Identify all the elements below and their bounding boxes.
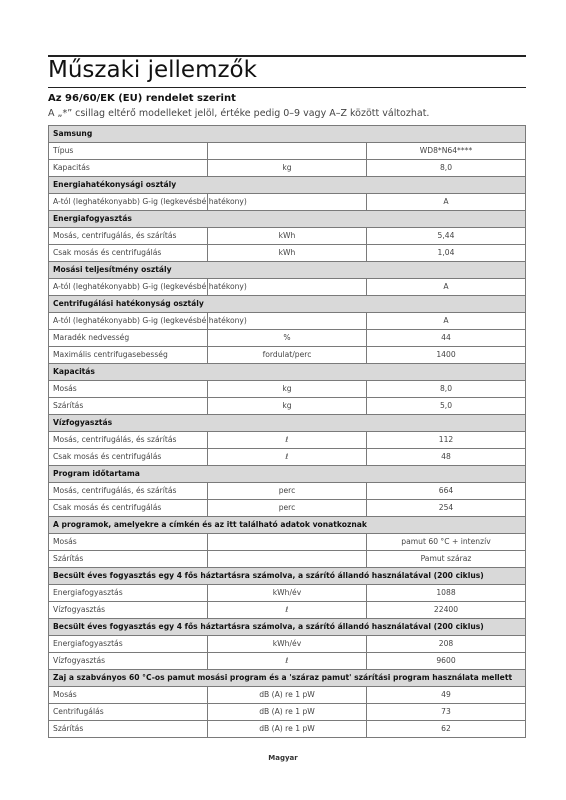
row-unit: [208, 551, 367, 568]
row-value: 9600: [367, 653, 526, 670]
table-row: [49, 330, 526, 347]
table-row: [49, 432, 526, 449]
row-unit: kWh: [208, 228, 367, 245]
row-label: A-tól (leghatékonyabb) G-ig (legkevésbé hatékony): [49, 313, 208, 330]
page-footer: Magyar: [268, 754, 298, 762]
section-header-row: [49, 415, 526, 432]
table-row: [49, 653, 526, 670]
asterisk-note: A „*” csillag eltérő modelleket jelöl, értéke pedig 0–9 vagy A–Z között változhat.: [48, 108, 430, 119]
table-row: [49, 500, 526, 517]
row-value: 208: [367, 636, 526, 653]
row-value: A: [367, 279, 526, 296]
row-unit: dB (A) re 1 pW: [208, 704, 367, 721]
table-row: [49, 245, 526, 262]
section-header-label: Zaj a szabványos 60 °C-os pamut mosási program és a 'száraz pamut' szárítási program használata mellett: [49, 670, 526, 687]
section-header-label: Centrifugálási hatékonyság osztály: [49, 296, 526, 313]
row-label: Energiafogyasztás: [49, 585, 208, 602]
row-label: Mosás: [49, 381, 208, 398]
row-unit: perc: [208, 483, 367, 500]
row-label: A-tól (leghatékonyabb) G-ig (legkevésbé hatékony): [49, 279, 208, 296]
section-header-row: [49, 517, 526, 534]
table-row: [49, 279, 526, 296]
row-label: Centrifugálás: [49, 704, 208, 721]
table-row: [49, 194, 526, 211]
row-value: A: [367, 194, 526, 211]
row-label: Kapacitás: [49, 160, 208, 177]
section-header-label: Kapacitás: [49, 364, 526, 381]
row-unit: dB (A) re 1 pW: [208, 721, 367, 738]
row-value: pamut 60 °C + intenzív: [367, 534, 526, 551]
row-label: Típus: [49, 143, 208, 160]
row-unit: ℓ: [208, 449, 367, 466]
section-header-row: [49, 364, 526, 381]
row-unit: [208, 534, 367, 551]
row-label: Mosás: [49, 534, 208, 551]
row-label: Vízfogyasztás: [49, 653, 208, 670]
table-row: [49, 160, 526, 177]
title-bar: [48, 55, 526, 88]
row-value: 44: [367, 330, 526, 347]
row-value: 1088: [367, 585, 526, 602]
row-label: Szárítás: [49, 398, 208, 415]
row-value: 22400: [367, 602, 526, 619]
row-label: Maradék nedvesség: [49, 330, 208, 347]
table-row: [49, 398, 526, 415]
table-row: [49, 585, 526, 602]
section-header-row: [49, 211, 526, 228]
row-unit: kg: [208, 160, 367, 177]
table-row: [49, 721, 526, 738]
row-value: WD8*N64****: [367, 143, 526, 160]
row-value: 664: [367, 483, 526, 500]
row-label: Energiafogyasztás: [49, 636, 208, 653]
table-row: [49, 228, 526, 245]
row-label: Szárítás: [49, 551, 208, 568]
table-row: [49, 534, 526, 551]
section-header-row: [49, 262, 526, 279]
row-value: 8,0: [367, 381, 526, 398]
row-label: A-tól (leghatékonyabb) G-ig (legkevésbé hatékony): [49, 194, 208, 211]
spec-table: [48, 125, 526, 738]
table-row: [49, 687, 526, 704]
row-label: Mosás, centrifugálás, és szárítás: [49, 432, 208, 449]
section-header-label: Vízfogyasztás: [49, 415, 526, 432]
table-row: [49, 483, 526, 500]
row-value: 73: [367, 704, 526, 721]
table-row: [49, 313, 526, 330]
row-value: 48: [367, 449, 526, 466]
row-label: Mosás: [49, 687, 208, 704]
row-unit: kWh/év: [208, 636, 367, 653]
row-unit: fordulat/perc: [208, 347, 367, 364]
row-value: 62: [367, 721, 526, 738]
section-header-label: Energiahatékonysági osztály: [49, 177, 526, 194]
section-header-row: [49, 177, 526, 194]
row-unit: [208, 143, 367, 160]
section-header-row: [49, 670, 526, 687]
table-row: [49, 704, 526, 721]
row-label: Csak mosás és centrifugálás: [49, 245, 208, 262]
row-unit: dB (A) re 1 pW: [208, 687, 367, 704]
row-value: 112: [367, 432, 526, 449]
spec-table-body: [49, 126, 526, 738]
regulation-subtitle: Az 96/60/EK (EU) rendelet szerint: [48, 93, 236, 104]
row-label: Vízfogyasztás: [49, 602, 208, 619]
table-row: [49, 636, 526, 653]
section-header-label: Energiafogyasztás: [49, 211, 526, 228]
row-unit: kg: [208, 398, 367, 415]
row-unit: kg: [208, 381, 367, 398]
table-row: [49, 143, 526, 160]
row-value: Pamut száraz: [367, 551, 526, 568]
section-header-label: Samsung: [49, 126, 526, 143]
row-unit: perc: [208, 500, 367, 517]
row-label: Mosás, centrifugálás, és szárítás: [49, 228, 208, 245]
table-row: [49, 449, 526, 466]
row-value: 1,04: [367, 245, 526, 262]
row-label: Mosás, centrifugálás, és szárítás: [49, 483, 208, 500]
row-value: 49: [367, 687, 526, 704]
row-label: Csak mosás és centrifugálás: [49, 500, 208, 517]
section-header-label: Mosási teljesítmény osztály: [49, 262, 526, 279]
row-unit: %: [208, 330, 367, 347]
row-unit: ℓ: [208, 653, 367, 670]
row-value: 5,0: [367, 398, 526, 415]
row-label: Szárítás: [49, 721, 208, 738]
section-header-label: Becsült éves fogyasztás egy 4 fős háztartásra számolva, a szárító állandó használatával (200 ciklus): [49, 619, 526, 636]
section-header-row: [49, 466, 526, 483]
section-header-row: [49, 619, 526, 636]
section-header-label: A programok, amelyekre a címkén és az itt található adatok vonatkoznak: [49, 517, 526, 534]
section-header-label: Becsült éves fogyasztás egy 4 fős háztartásra számolva, a szárító állandó használatával (200 ciklus): [49, 568, 526, 585]
row-value: 5,44: [367, 228, 526, 245]
section-header-label: Program időtartama: [49, 466, 526, 483]
table-row: [49, 381, 526, 398]
section-header-row: [49, 568, 526, 585]
table-row: [49, 602, 526, 619]
table-row: [49, 347, 526, 364]
row-value: 1400: [367, 347, 526, 364]
section-header-row: [49, 296, 526, 313]
row-unit: ℓ: [208, 602, 367, 619]
row-value: 254: [367, 500, 526, 517]
row-unit: kWh: [208, 245, 367, 262]
row-unit: kWh/év: [208, 585, 367, 602]
page-title: Műszaki jellemzők: [48, 57, 257, 83]
row-value: A: [367, 313, 526, 330]
row-label: Csak mosás és centrifugálás: [49, 449, 208, 466]
table-row: [49, 551, 526, 568]
row-value: 8,0: [367, 160, 526, 177]
section-header-row: [49, 126, 526, 143]
row-label: Maximális centrifugasebesség: [49, 347, 208, 364]
row-unit: ℓ: [208, 432, 367, 449]
